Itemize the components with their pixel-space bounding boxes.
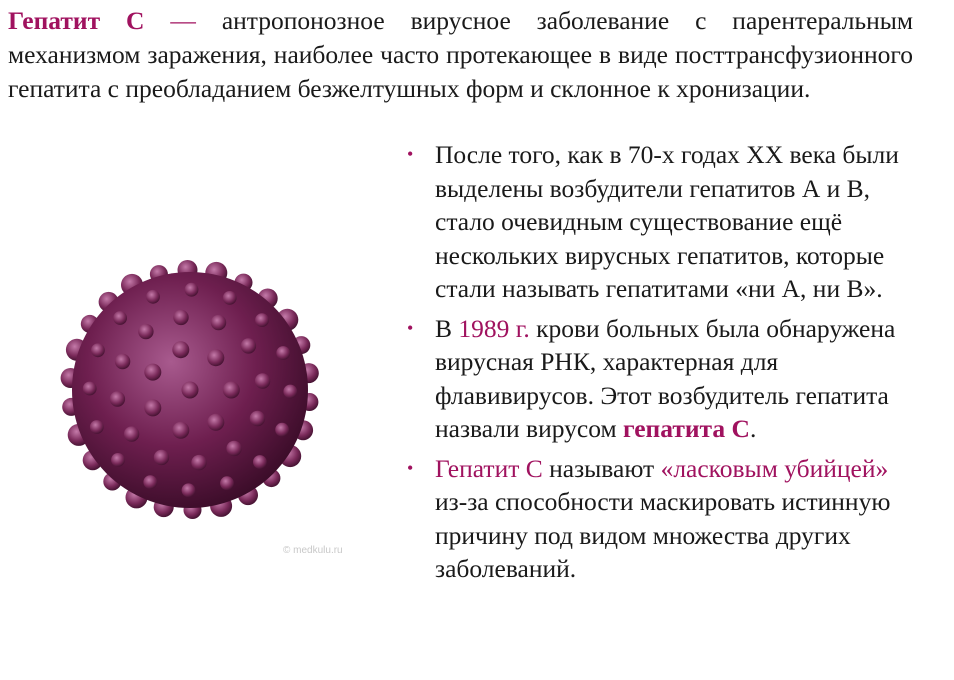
virus-spike <box>172 422 189 439</box>
virus-spike <box>207 414 224 431</box>
intro-dash: — <box>170 6 196 35</box>
virus-spike <box>255 313 269 327</box>
virus-spike <box>146 290 160 304</box>
virus-spike <box>172 341 189 358</box>
virus-spike <box>91 343 105 357</box>
virus-spike <box>207 349 224 366</box>
virus-spike <box>185 283 199 297</box>
virus-spike <box>220 476 234 490</box>
virus-spike <box>124 426 139 441</box>
virus-spike <box>154 450 169 465</box>
intro-title: Гепатит С <box>8 6 145 35</box>
bullet-marker: • <box>407 144 414 164</box>
bullet-1-text: После того, как в 70-х годах XX века были выделены возбудители гепатитов А и В, стало очевидным существование ещё нескольких вирусных гепатитов, которые стали называть гепатитами «ни А, ни В». <box>435 140 899 303</box>
image-watermark: © medkulu.ru <box>283 545 343 556</box>
virus-spike <box>113 311 127 325</box>
bullet-2-name: гепатита С <box>622 414 750 443</box>
bullet-marker: • <box>407 317 414 338</box>
virus-spike <box>226 441 241 456</box>
bullet-2-pre: В <box>435 313 459 343</box>
bullet-3-mid: называют <box>542 453 661 483</box>
virus-spike <box>250 411 265 426</box>
virus-spike <box>115 354 130 369</box>
virus-spike <box>241 338 256 353</box>
virus-spike <box>211 315 226 330</box>
virus-spike <box>90 420 104 434</box>
bullet-2-mid: крови больных была обнаружена вирусная РНК, характерная для флавивирусов. Этот возбудитель гепатита назвали вирусом <box>435 313 896 443</box>
bullet-list <box>405 138 925 592</box>
list-item <box>405 312 925 446</box>
list-item <box>405 138 925 306</box>
virus-spike <box>138 324 153 339</box>
bullet-3-name: Гепатит С <box>435 453 543 483</box>
virus-spike <box>182 382 199 399</box>
intro-text: антропонозное вирусное заболевание с парентеральным механизмом заражения, наиболее часто протекающее в виде посттрансфузионного гепатита с преобладанием безжелтушных форм и склонное к хронизации. <box>8 6 914 103</box>
virus-spike <box>255 373 270 388</box>
virus-spike <box>191 455 206 470</box>
intro-paragraph <box>8 4 913 106</box>
bullet-marker: • <box>407 457 414 478</box>
bullet-2-end: . <box>749 414 757 443</box>
list-item <box>405 452 925 586</box>
virus-spike <box>144 364 161 381</box>
virus-spike <box>223 291 237 305</box>
virus-spike <box>223 382 240 399</box>
bullet-3-quote: «ласковым убийцей» <box>660 453 889 483</box>
hepatitis-c-virus-image <box>45 245 335 535</box>
virus-spike <box>276 346 290 360</box>
virus-spike <box>275 423 289 437</box>
virus-spike <box>283 385 297 399</box>
virus-spike <box>173 310 188 325</box>
virus-spike <box>182 483 196 497</box>
virus-spike <box>83 382 97 396</box>
bullet-3-end: из-за способности маскировать истинную причину под видом множества других заболеваний. <box>435 487 891 583</box>
virus-spike <box>110 391 125 406</box>
virus-spike <box>111 453 125 467</box>
virus-spike <box>143 475 157 489</box>
bullet-2-year: 1989 г. <box>458 313 530 343</box>
virus-spike <box>253 455 267 469</box>
virus-spike <box>144 399 161 416</box>
